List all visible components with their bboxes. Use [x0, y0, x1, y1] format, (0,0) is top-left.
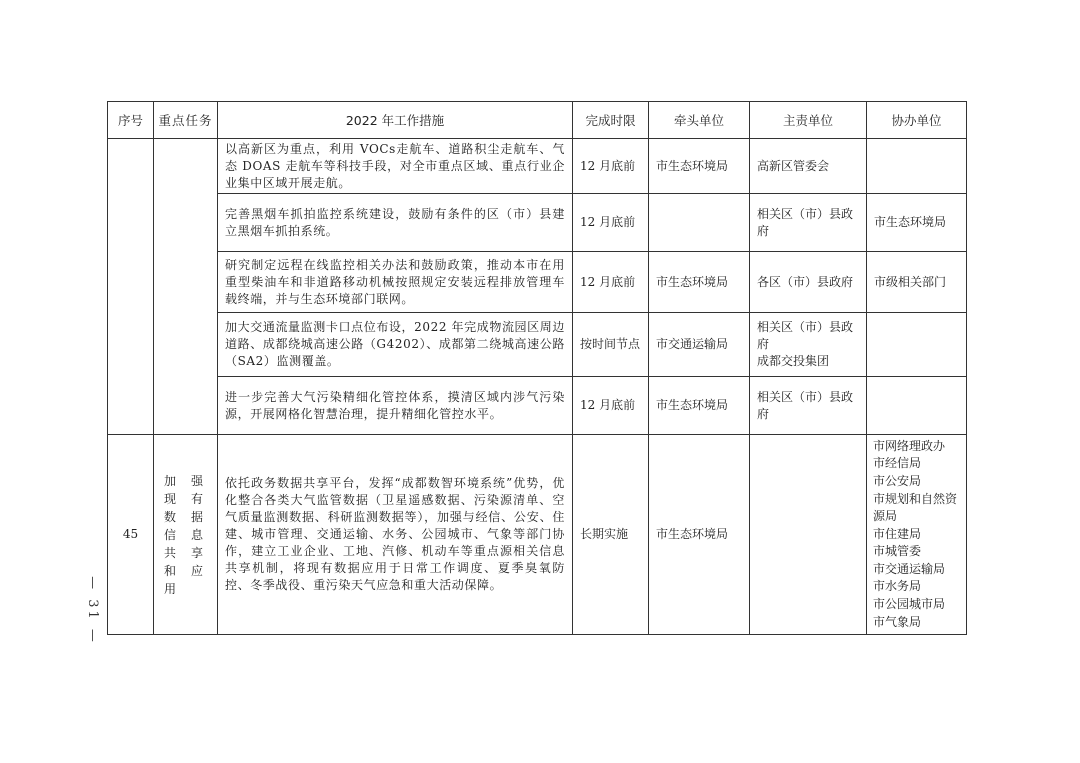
deadline-cell: 12 月底前 [573, 139, 649, 194]
assist-unit-cell [867, 377, 967, 435]
page-number [80, 570, 104, 650]
deadline-cell: 按时间节点 [573, 313, 649, 377]
main-unit-cell [750, 435, 867, 635]
deadline-cell: 12 月底前 [573, 194, 649, 252]
assist-unit-cell [867, 139, 967, 194]
main-unit-cell [750, 313, 867, 377]
main-unit-cell: 相关区（市）县政府 [750, 194, 867, 252]
header-measures: 2022 年工作措施 [218, 102, 573, 139]
deadline-cell: 12 月底前 [573, 252, 649, 313]
assist-unit-line: 市气象局 [873, 614, 922, 629]
table-row [108, 194, 967, 252]
lead-unit-cell: 市生态环境局 [649, 139, 750, 194]
table-row [108, 313, 967, 377]
work-measures-table [107, 101, 967, 635]
header-seq: 序号 [108, 102, 154, 139]
page-number-text: — 31 — [84, 575, 100, 645]
header-lead-unit: 牵头单位 [649, 102, 750, 139]
table-header-row [108, 102, 967, 139]
main-unit-cell: 高新区管委会 [750, 139, 867, 194]
lead-unit-cell: 市生态环境局 [649, 252, 750, 313]
assist-unit-line: 市交通运输局 [873, 561, 946, 576]
assist-unit-cell [867, 435, 967, 635]
header-deadline: 完成时限 [573, 102, 649, 139]
table-row [108, 377, 967, 435]
deadline-cell: 长期实施 [573, 435, 649, 635]
measures-cell: 依托政务数据共享平台，发挥“成都数智环境系统”优势，优化整合各类大气监管数据（卫星遥感数据、污染源清单、空气质量监测数据、科研监测数据等），加强与经信、公安、住建、城市管理、交通运输、水务、公园城市、气象等部门协作，建立工业企业、工地、汽修、机动车等重点源相关信息共享机制，将现有数据应用于日常工作调度、夏季臭氧防控、冬季战役、重污染天气应急和重大活动保障。 [218, 435, 573, 635]
measures-cell: 完善黑烟车抓拍监控系统建设，鼓励有条件的区（市）县建立黑烟车抓拍系统。 [218, 194, 573, 252]
measures-cell: 以高新区为重点，利用 VOCs走航车、道路积尘走航车、气态 DOAS 走航车等科技手段，对全市重点区域、重点行业企业集中区域开展走航。 [218, 139, 573, 194]
table-row [108, 435, 967, 635]
assist-unit-line: 市网络理政办 [873, 438, 946, 453]
lead-unit-cell: 市交通运输局 [649, 313, 750, 377]
assist-unit-line: 市住建局 [873, 526, 922, 541]
assist-unit-line: 市规划和自然资源局 [873, 491, 958, 524]
main-unit-cell: 相关区（市）县政府 [750, 377, 867, 435]
main-unit-cell: 各区（市）县政府 [750, 252, 867, 313]
measures-cell: 进一步完善大气污染精细化管控体系，摸清区域内涉气污染源，开展网格化智慧治理，提升精细化管控水平。 [218, 377, 573, 435]
main-unit-line: 成都交投集团 [757, 354, 830, 368]
header-assist-unit: 协办单位 [867, 102, 967, 139]
lead-unit-cell: 市生态环境局 [649, 377, 750, 435]
lead-unit-cell: 市生态环境局 [649, 435, 750, 635]
measures-cell: 研究制定远程在线监控相关办法和鼓励政策，推动本市在用重型柴油车和非道路移动机械按照规定安装远程排放管理车载终端，并与生态环境部门联网。 [218, 252, 573, 313]
seq-cell: 45 [108, 435, 154, 635]
assist-unit-line: 市水务局 [873, 579, 922, 594]
header-task: 重点任务 [154, 102, 218, 139]
assist-unit-cell [867, 313, 967, 377]
assist-unit-line: 市公安局 [873, 473, 922, 488]
assist-unit-cell: 市生态环境局 [867, 194, 967, 252]
deadline-cell: 12 月底前 [573, 377, 649, 435]
measures-cell: 加大交通流量监测卡口点位布设，2022 年完成物流园区周边道路、成都绕城高速公路（G4202）、成都第二绕城高速公路（SA2）监测覆盖。 [218, 313, 573, 377]
assist-unit-line: 市经信局 [873, 456, 922, 471]
header-main-unit: 主责单位 [750, 102, 867, 139]
seq-cell-continued [108, 139, 154, 435]
task-cell-continued [154, 139, 218, 435]
assist-unit-line: 市公园城市局 [873, 597, 946, 612]
assist-unit-cell: 市级相关部门 [867, 252, 967, 313]
assist-unit-line: 市城管委 [873, 544, 922, 559]
task-cell: 加强现有数据信息共享和应用 [154, 435, 218, 635]
lead-unit-cell [649, 194, 750, 252]
main-unit-line: 相关区（市）县政府 [757, 320, 854, 351]
table-row [108, 139, 967, 194]
table-row [108, 252, 967, 313]
